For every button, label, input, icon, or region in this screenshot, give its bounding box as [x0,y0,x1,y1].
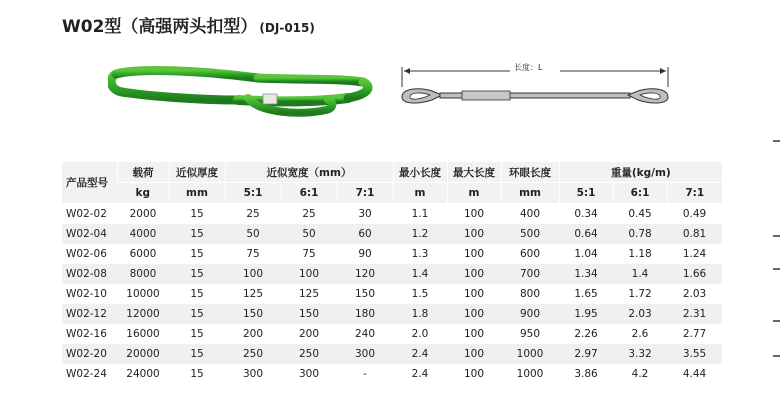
table-row [62,204,722,225]
header-unit-cell: mm [501,183,559,204]
table-cell: 1.4 [613,264,667,284]
table-cell: 250 [281,344,337,364]
table-cell: 50 [281,224,337,244]
spec-table-body [62,204,722,385]
col-thickness: 近似厚度 [169,162,225,183]
table-cell: 1.18 [613,244,667,264]
table-cell: 600 [501,244,559,264]
table-cell: 15 [169,364,225,384]
table-cell: 100 [225,264,281,284]
table-cell: 25 [225,204,281,225]
table-cell: 10000 [117,284,169,304]
page-title [62,12,315,37]
table-cell: 300 [225,364,281,384]
table-cell: 2.97 [559,344,613,364]
table-cell: 1.8 [393,304,447,324]
table-cell: 100 [447,324,501,344]
table-cell: 4.44 [667,364,722,384]
table-row [62,324,722,344]
table-cell: 6000 [117,244,169,264]
table-cell: 15 [169,344,225,364]
col-load: 载荷 [117,162,169,183]
header-unit-cell: m [393,183,447,204]
table-cell: 3.32 [613,344,667,364]
table-cell: 16000 [117,324,169,344]
table-cell: 1.34 [559,264,613,284]
table-cell: 8000 [117,264,169,284]
title-main: W02型（高强两头扣型） [62,17,258,37]
table-cell: 100 [447,224,501,244]
table-cell: 150 [225,304,281,324]
table-cell: 100 [447,244,501,264]
col-model: 产品型号 [62,162,117,204]
model-cell: W02-02 [62,204,117,225]
table-cell: 100 [447,264,501,284]
header-unit-cell: 5:1 [225,183,281,204]
table-cell: 120 [337,264,393,284]
table-cell: 950 [501,324,559,344]
table-cell: 125 [225,284,281,304]
table-cell: 1.4 [393,264,447,284]
table-cell: 15 [169,264,225,284]
table-cell: 1.3 [393,244,447,264]
header-unit-cell: 6:1 [613,183,667,204]
model-cell: W02-06 [62,244,117,264]
table-cell: 1.66 [667,264,722,284]
table-cell: 2.03 [613,304,667,324]
table-cell: 2.4 [393,364,447,384]
table-cell: 75 [281,244,337,264]
table-cell: 125 [281,284,337,304]
table-cell: 15 [169,324,225,344]
table-cell: 1.1 [393,204,447,225]
model-cell: W02-12 [62,304,117,324]
table-cell: 3.86 [559,364,613,384]
table-cell: 0.45 [613,204,667,225]
table-row [62,364,722,384]
col-min-length: 最小长度 [393,162,447,183]
table-cell: 100 [447,204,501,225]
table-cell: 800 [501,284,559,304]
table-cell: 3.55 [667,344,722,364]
table-cell: 0.78 [613,224,667,244]
table-cell: 900 [501,304,559,324]
table-cell: 180 [337,304,393,324]
table-cell: 25 [281,204,337,225]
table-cell: 2.4 [393,344,447,364]
header-unit-cell: 5:1 [559,183,613,204]
table-cell: 2000 [117,204,169,225]
table-cell: 0.34 [559,204,613,225]
table-row [62,264,722,284]
table-cell: 15 [169,204,225,225]
table-cell: 15 [169,284,225,304]
header-unit-cell: mm [169,183,225,204]
model-cell: W02-24 [62,364,117,384]
header-unit-cell: 7:1 [667,183,722,204]
header-row-1 [62,162,722,183]
table-cell: 150 [337,284,393,304]
table-cell: 400 [501,204,559,225]
spec-table [62,162,722,384]
table-cell: 20000 [117,344,169,364]
table-cell: 1000 [501,344,559,364]
table-cell: 700 [501,264,559,284]
table-cell: 1.04 [559,244,613,264]
table-cell: 100 [281,264,337,284]
col-weight: 重量(kg/m) [559,162,722,183]
header-row-2 [62,183,722,204]
table-row [62,304,722,324]
table-cell: 0.81 [667,224,722,244]
table-cell: 30 [337,204,393,225]
table-cell: 0.64 [559,224,613,244]
table-row [62,224,722,244]
table-cell: 15 [169,244,225,264]
table-cell: 300 [337,344,393,364]
table-cell: 75 [225,244,281,264]
table-cell: 300 [281,364,337,384]
table-cell: 240 [337,324,393,344]
col-width: 近似宽度（mm） [225,162,393,183]
table-cell: 200 [281,324,337,344]
header-unit-cell: 6:1 [281,183,337,204]
table-cell: 2.77 [667,324,722,344]
table-cell: 1.72 [613,284,667,304]
model-cell: W02-04 [62,224,117,244]
table-cell: 90 [337,244,393,264]
table-cell: 100 [447,344,501,364]
table-row [62,284,722,304]
table-cell: 24000 [117,364,169,384]
table-cell: 250 [225,344,281,364]
table-cell: 60 [337,224,393,244]
table-cell: 1.24 [667,244,722,264]
table-cell: 100 [447,364,501,384]
sling-product-photo [108,60,373,120]
table-cell: 0.49 [667,204,722,225]
header-unit-cell: 7:1 [337,183,393,204]
table-cell: 2.26 [559,324,613,344]
header-unit-cell: m [447,183,501,204]
table-cell: 100 [447,284,501,304]
table-cell: 4000 [117,224,169,244]
table-row [62,244,722,264]
table-cell: 1000 [501,364,559,384]
table-cell: 2.03 [667,284,722,304]
table-cell: 150 [281,304,337,324]
table-cell: 1.95 [559,304,613,324]
table-cell: 50 [225,224,281,244]
model-cell: W02-08 [62,264,117,284]
table-cell: - [337,364,393,384]
table-cell: 2.6 [613,324,667,344]
table-cell: 1.5 [393,284,447,304]
col-eye-length: 环眼长度 [501,162,559,183]
table-cell: 200 [225,324,281,344]
col-max-length: 最大长度 [447,162,501,183]
title-code: (DJ-015) [259,21,315,35]
length-label: 长度：L [514,63,543,72]
table-cell: 4.2 [613,364,667,384]
table-cell: 1.2 [393,224,447,244]
table-cell: 100 [447,304,501,324]
table-row [62,344,722,364]
header-unit-cell: kg [117,183,169,204]
table-cell: 12000 [117,304,169,324]
page-edge [772,0,781,400]
model-cell: W02-10 [62,284,117,304]
model-cell: W02-16 [62,324,117,344]
table-cell: 2.31 [667,304,722,324]
table-cell: 15 [169,304,225,324]
table-cell: 15 [169,224,225,244]
model-cell: W02-20 [62,344,117,364]
table-cell: 2.0 [393,324,447,344]
table-cell: 1.65 [559,284,613,304]
table-cell: 500 [501,224,559,244]
